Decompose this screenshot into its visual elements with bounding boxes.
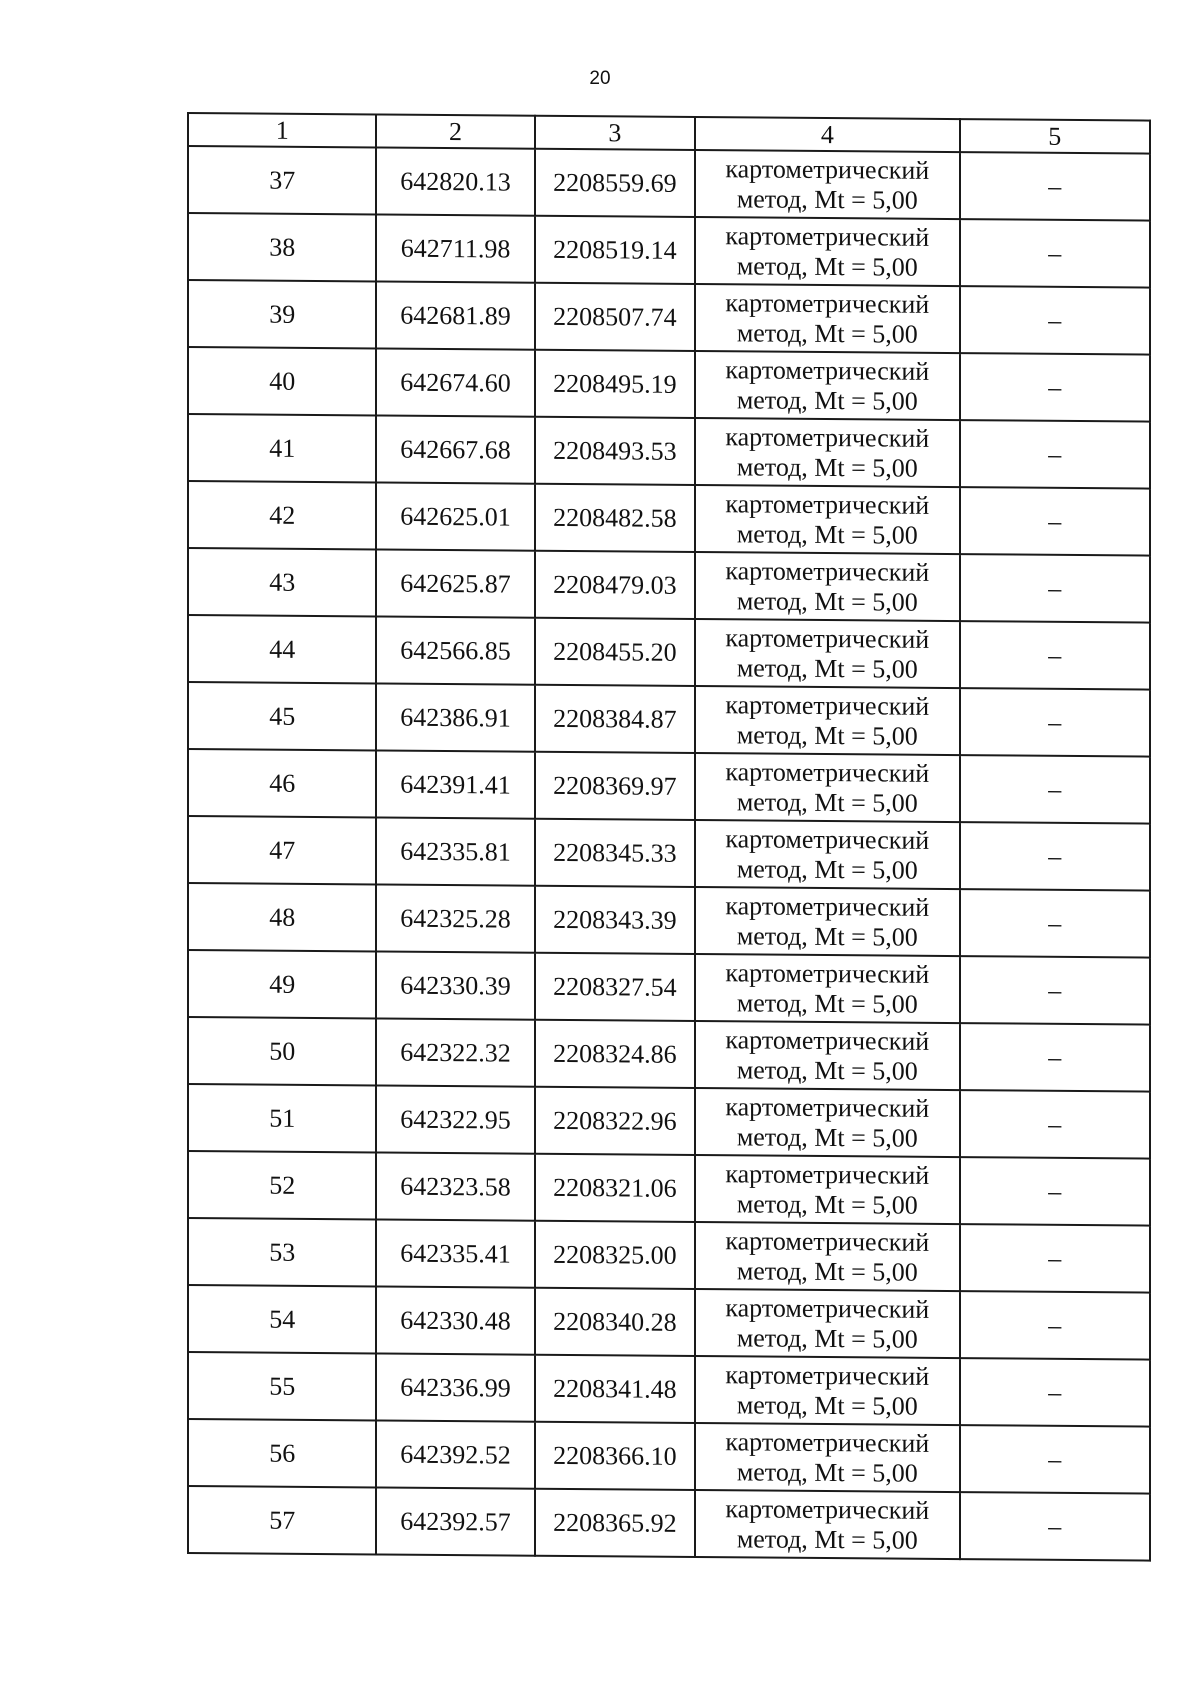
y-coordinate-cell: 2208482.58 (535, 484, 695, 552)
column-5-cell: – (960, 420, 1150, 488)
method-line-2: метод, Mt = 5,00 (736, 719, 918, 751)
y-coordinate-cell: 2208341.48 (535, 1355, 695, 1423)
y-coordinate-cell: 2208519.14 (535, 216, 695, 284)
point-number-cell: 56 (188, 1419, 376, 1487)
point-number-cell: 55 (188, 1352, 376, 1420)
x-coordinate-cell: 642625.87 (376, 549, 534, 617)
column-5-cell: – (960, 755, 1150, 823)
method-cell (695, 1423, 960, 1492)
point-number-cell: 52 (188, 1151, 376, 1219)
point-number-cell: 41 (188, 414, 376, 482)
method-cell (695, 1155, 960, 1224)
x-coordinate-cell: 642322.95 (376, 1085, 534, 1153)
method-line-1: картометрический (725, 1159, 930, 1191)
x-coordinate-cell: 642674.60 (376, 348, 534, 416)
y-coordinate-cell: 2208325.00 (535, 1221, 695, 1289)
method-line-2: метод, Mt = 5,00 (736, 920, 918, 952)
y-coordinate-cell: 2208324.86 (535, 1020, 695, 1088)
method-line-1: картометрический (725, 489, 930, 521)
method-cell (695, 954, 960, 1023)
method-line-1: картометрический (725, 422, 930, 454)
x-coordinate-cell: 642323.58 (376, 1152, 534, 1220)
y-coordinate-cell: 2208369.97 (535, 752, 695, 820)
y-coordinate-cell: 2208343.39 (535, 886, 695, 954)
method-line-2: метод, Mt = 5,00 (736, 1322, 918, 1354)
column-header-4: 4 (695, 117, 960, 152)
table-row (188, 1352, 1150, 1427)
column-5-cell: – (960, 1291, 1150, 1359)
method-cell (695, 1490, 960, 1559)
y-coordinate-cell: 2208495.19 (535, 350, 695, 418)
method-line-1: картометрический (725, 1025, 930, 1057)
y-coordinate-cell: 2208340.28 (535, 1288, 695, 1356)
table-row (188, 548, 1150, 623)
table-row (188, 1017, 1150, 1092)
column-5-cell: – (960, 822, 1150, 890)
point-number-cell: 54 (188, 1285, 376, 1353)
point-number-cell: 39 (188, 280, 376, 348)
method-cell (695, 753, 960, 822)
table-row (188, 414, 1150, 489)
method-line-2: метод, Mt = 5,00 (736, 1188, 918, 1220)
method-line-2: метод, Mt = 5,00 (736, 317, 918, 349)
y-coordinate-cell: 2208507.74 (535, 283, 695, 351)
method-cell (695, 1289, 960, 1358)
column-5-cell: – (960, 1157, 1150, 1225)
method-line-1: картометрический (725, 1293, 930, 1325)
point-number-cell: 37 (188, 146, 376, 214)
method-line-2: метод, Mt = 5,00 (736, 786, 918, 818)
point-number-cell: 57 (188, 1486, 376, 1554)
method-cell (695, 820, 960, 889)
y-coordinate-cell: 2208322.96 (535, 1087, 695, 1155)
x-coordinate-cell: 642667.68 (376, 415, 534, 483)
x-coordinate-cell: 642322.32 (376, 1018, 534, 1086)
column-5-cell: – (960, 1358, 1150, 1426)
method-cell (695, 552, 960, 621)
table-row (188, 347, 1150, 422)
method-cell (695, 1021, 960, 1090)
point-number-cell: 47 (188, 816, 376, 884)
column-5-cell: – (960, 889, 1150, 957)
point-number-cell: 50 (188, 1017, 376, 1085)
y-coordinate-cell: 2208384.87 (535, 685, 695, 753)
y-coordinate-cell: 2208493.53 (535, 417, 695, 485)
method-line-2: метод, Mt = 5,00 (736, 183, 918, 215)
y-coordinate-cell: 2208345.33 (535, 819, 695, 887)
x-coordinate-cell: 642335.41 (376, 1219, 534, 1287)
method-line-1: картометрический (725, 1427, 930, 1459)
table-row (188, 481, 1150, 556)
table-row (188, 146, 1150, 221)
method-line-2: метод, Mt = 5,00 (736, 1255, 918, 1287)
method-cell (695, 686, 960, 755)
method-line-2: метод, Mt = 5,00 (736, 987, 918, 1019)
method-cell (695, 351, 960, 420)
y-coordinate-cell: 2208559.69 (535, 149, 695, 217)
y-coordinate-cell: 2208365.92 (535, 1489, 695, 1557)
point-number-cell: 43 (188, 548, 376, 616)
point-number-cell: 53 (188, 1218, 376, 1286)
method-line-1: картометрический (725, 154, 930, 186)
method-line-1: картометрический (725, 1494, 930, 1526)
x-coordinate-cell: 642392.52 (376, 1420, 534, 1488)
x-coordinate-cell: 642330.39 (376, 951, 534, 1019)
column-5-cell: – (960, 1224, 1150, 1292)
x-coordinate-cell: 642392.57 (376, 1487, 534, 1555)
method-line-1: картометрический (725, 891, 930, 923)
table-row (188, 749, 1150, 824)
y-coordinate-cell: 2208455.20 (535, 618, 695, 686)
method-cell (695, 1222, 960, 1291)
method-line-2: метод, Mt = 5,00 (736, 853, 918, 885)
column-5-cell: – (960, 621, 1150, 689)
point-number-cell: 48 (188, 883, 376, 951)
method-cell (695, 1356, 960, 1425)
method-cell (695, 284, 960, 353)
method-line-1: картометрический (725, 824, 930, 856)
column-header-2: 2 (376, 114, 534, 148)
column-5-cell: – (960, 554, 1150, 622)
point-number-cell: 40 (188, 347, 376, 415)
table-row (188, 1419, 1150, 1494)
table-row (188, 213, 1150, 288)
x-coordinate-cell: 642820.13 (376, 147, 534, 215)
method-line-2: метод, Mt = 5,00 (736, 518, 918, 550)
method-cell (695, 150, 960, 219)
method-cell (695, 1088, 960, 1157)
column-5-cell: – (960, 1023, 1150, 1091)
x-coordinate-cell: 642335.81 (376, 817, 534, 885)
method-line-1: картометрический (725, 288, 930, 320)
table-row (188, 1084, 1150, 1159)
x-coordinate-cell: 642386.91 (376, 683, 534, 751)
y-coordinate-cell: 2208321.06 (535, 1154, 695, 1222)
method-line-1: картометрический (725, 355, 930, 387)
method-cell (695, 887, 960, 956)
column-5-cell: – (960, 152, 1150, 220)
x-coordinate-cell: 642325.28 (376, 884, 534, 952)
x-coordinate-cell: 642566.85 (376, 616, 534, 684)
table-row (188, 615, 1150, 690)
method-cell (695, 619, 960, 688)
table-row (188, 1151, 1150, 1226)
table-row (188, 1285, 1150, 1360)
method-line-1: картометрический (725, 1360, 930, 1392)
column-5-cell: – (960, 286, 1150, 354)
method-line-2: метод, Mt = 5,00 (736, 1054, 918, 1086)
method-line-2: метод, Mt = 5,00 (736, 1121, 918, 1153)
column-5-cell: – (960, 487, 1150, 555)
method-line-2: метод, Mt = 5,00 (736, 451, 918, 483)
table-row (188, 883, 1150, 958)
method-line-1: картометрический (725, 556, 930, 588)
method-line-1: картометрический (725, 623, 930, 655)
point-number-cell: 44 (188, 615, 376, 683)
method-line-1: картометрический (725, 757, 930, 789)
method-line-2: метод, Mt = 5,00 (736, 1389, 918, 1421)
method-line-2: метод, Mt = 5,00 (736, 585, 918, 617)
table-row (188, 816, 1150, 891)
x-coordinate-cell: 642336.99 (376, 1353, 534, 1421)
x-coordinate-cell: 642625.01 (376, 482, 534, 550)
method-line-1: картометрический (725, 958, 930, 990)
table-row (188, 1218, 1150, 1293)
point-number-cell: 45 (188, 682, 376, 750)
method-line-2: метод, Mt = 5,00 (736, 1456, 918, 1488)
method-line-1: картометрический (725, 1092, 930, 1124)
method-line-1: картометрический (725, 221, 930, 253)
table-row (188, 950, 1150, 1025)
column-5-cell: – (960, 1090, 1150, 1158)
method-cell (695, 485, 960, 554)
method-line-2: метод, Mt = 5,00 (736, 250, 918, 282)
method-line-2: метод, Mt = 5,00 (736, 652, 918, 684)
point-number-cell: 46 (188, 749, 376, 817)
method-cell (695, 418, 960, 487)
page-number: 20 (589, 68, 611, 89)
column-5-cell: – (960, 688, 1150, 756)
column-header-1: 1 (188, 113, 376, 147)
y-coordinate-cell: 2208479.03 (535, 551, 695, 619)
point-number-cell: 42 (188, 481, 376, 549)
table-row (188, 280, 1150, 355)
method-line-1: картометрический (725, 1226, 930, 1258)
point-number-cell: 51 (188, 1084, 376, 1152)
column-header-3: 3 (535, 116, 695, 150)
x-coordinate-cell: 642681.89 (376, 281, 534, 349)
x-coordinate-cell: 642711.98 (376, 214, 534, 282)
y-coordinate-cell: 2208327.54 (535, 953, 695, 1021)
method-line-2: метод, Mt = 5,00 (736, 1523, 918, 1555)
coordinates-table (187, 112, 1151, 1562)
column-5-cell: – (960, 1425, 1150, 1493)
method-line-2: метод, Mt = 5,00 (736, 384, 918, 416)
table-row (188, 1486, 1150, 1561)
x-coordinate-cell: 642330.48 (376, 1286, 534, 1354)
method-line-1: картометрический (725, 690, 930, 722)
x-coordinate-cell: 642391.41 (376, 750, 534, 818)
column-5-cell: – (960, 353, 1150, 421)
column-header-5: 5 (960, 119, 1150, 153)
y-coordinate-cell: 2208366.10 (535, 1422, 695, 1490)
point-number-cell: 49 (188, 950, 376, 1018)
table-row (188, 682, 1150, 757)
method-cell (695, 217, 960, 286)
column-5-cell: – (960, 956, 1150, 1024)
point-number-cell: 38 (188, 213, 376, 281)
column-5-cell: – (960, 1492, 1150, 1560)
column-5-cell: – (960, 219, 1150, 287)
